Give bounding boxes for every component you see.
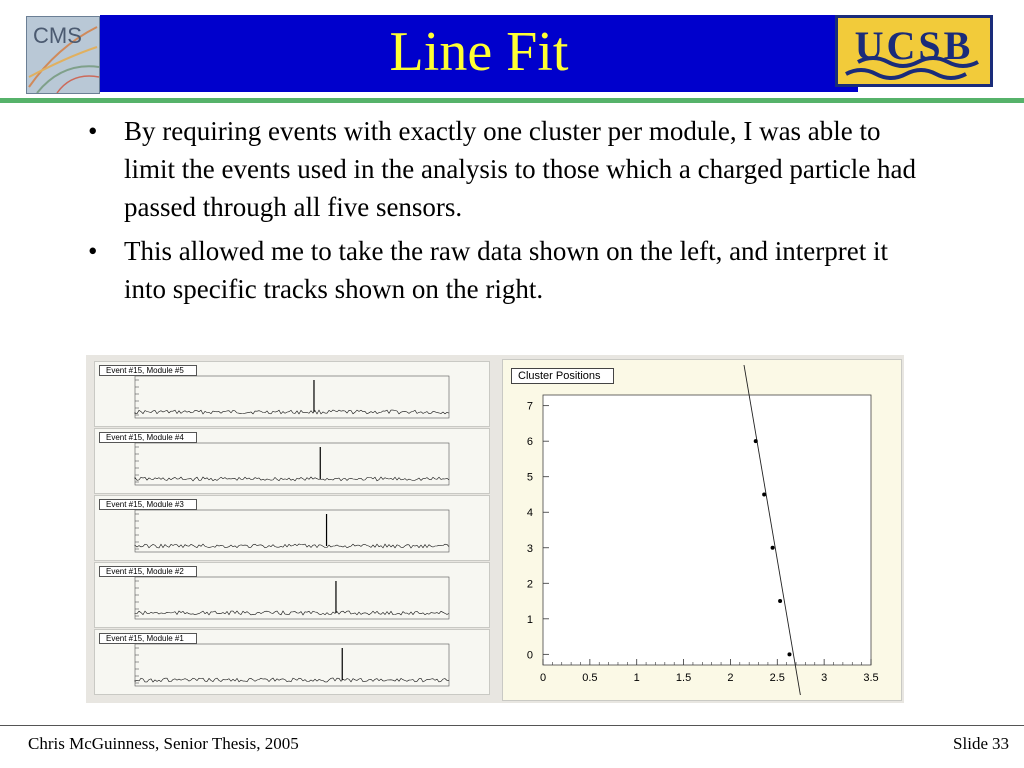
plot-area — [543, 395, 871, 665]
module-panel — [94, 629, 490, 695]
module-noise-trace — [135, 410, 449, 414]
cluster-point — [771, 546, 775, 550]
slide-title: Line Fit — [389, 21, 569, 83]
ucsb-logo-text: UCSB — [854, 23, 974, 68]
module-adc-plot — [95, 362, 489, 426]
cluster-point — [787, 652, 791, 656]
x-tick-label: 1.5 — [675, 672, 692, 684]
cluster-point — [778, 599, 782, 603]
module-panel — [94, 428, 490, 494]
ucsb-logo-icon — [835, 15, 993, 87]
cluster-positions-chart — [503, 360, 901, 700]
x-tick-label: 2 — [727, 672, 734, 684]
module-noise-trace — [135, 544, 449, 548]
bullet-glyph: • — [88, 116, 98, 146]
analysis-figure — [86, 355, 904, 703]
module-plot-frame — [135, 577, 449, 619]
y-tick-label: 0 — [526, 649, 533, 662]
cms-logo-icon — [26, 16, 100, 94]
module-title: Event #15, Module #1 — [99, 633, 197, 644]
slide-header — [22, 13, 997, 93]
cluster-point — [762, 492, 766, 496]
slide-label: Slide — [953, 734, 988, 753]
footer-author: Chris McGuinness, Senior Thesis, 2005 — [28, 734, 299, 753]
y-tick-label: 4 — [526, 507, 533, 520]
module-adc-plot — [95, 429, 489, 493]
y-tick-label: 6 — [526, 436, 533, 449]
module-title: Event #15, Module #3 — [99, 499, 197, 510]
y-tick-label: 3 — [526, 542, 533, 555]
title-bar — [100, 15, 858, 92]
module-noise-trace — [135, 477, 449, 481]
module-title: Event #15, Module #4 — [99, 432, 197, 443]
bullet-item — [84, 232, 934, 308]
bullet-list — [84, 112, 934, 314]
module-panel — [94, 495, 490, 561]
module-noise-trace — [135, 611, 449, 615]
y-tick-label: 5 — [526, 471, 533, 484]
x-tick-label: 0 — [539, 672, 547, 684]
bullet-text: By requiring events with exactly one cluster per module, I was able to limit the events used in the analysis to those which a charged particle had passed through all five sensors. — [124, 116, 917, 222]
cluster-positions-title: Cluster Positions — [511, 368, 614, 384]
module-noise-trace — [135, 678, 449, 682]
cms-logo-text: CMS — [33, 23, 82, 48]
slide-number: 33 — [992, 734, 1009, 753]
x-tick-label: 2.5 — [769, 672, 785, 684]
module-panel — [94, 562, 490, 628]
x-tick-label: 1 — [633, 672, 640, 684]
slide-number-footer — [949, 734, 1009, 754]
module-panel — [94, 361, 490, 427]
footer-divider — [0, 725, 1024, 726]
x-tick-label: 0.5 — [582, 672, 598, 684]
x-tick-label: 3.5 — [863, 672, 879, 684]
module-adc-plot — [95, 630, 489, 694]
bullet-text: This allowed me to take the raw data shown on the left, and interpret it into specific tracks shown on the right. — [124, 236, 889, 304]
module-title: Event #15, Module #2 — [99, 566, 197, 577]
y-tick-label: 7 — [526, 400, 533, 413]
bullet-item — [84, 112, 934, 226]
bullet-glyph: • — [88, 236, 98, 266]
x-tick-label: 3 — [821, 672, 828, 684]
cluster-point — [754, 439, 758, 443]
module-title: Event #15, Module #5 — [99, 365, 197, 376]
y-tick-label: 1 — [526, 613, 533, 626]
module-adc-plot — [95, 563, 489, 627]
cluster-positions-panel — [502, 359, 902, 701]
module-adc-plot — [95, 496, 489, 560]
y-tick-label: 2 — [526, 578, 533, 591]
ucsb-waves-graphic — [838, 54, 990, 84]
header-divider — [0, 98, 1024, 103]
